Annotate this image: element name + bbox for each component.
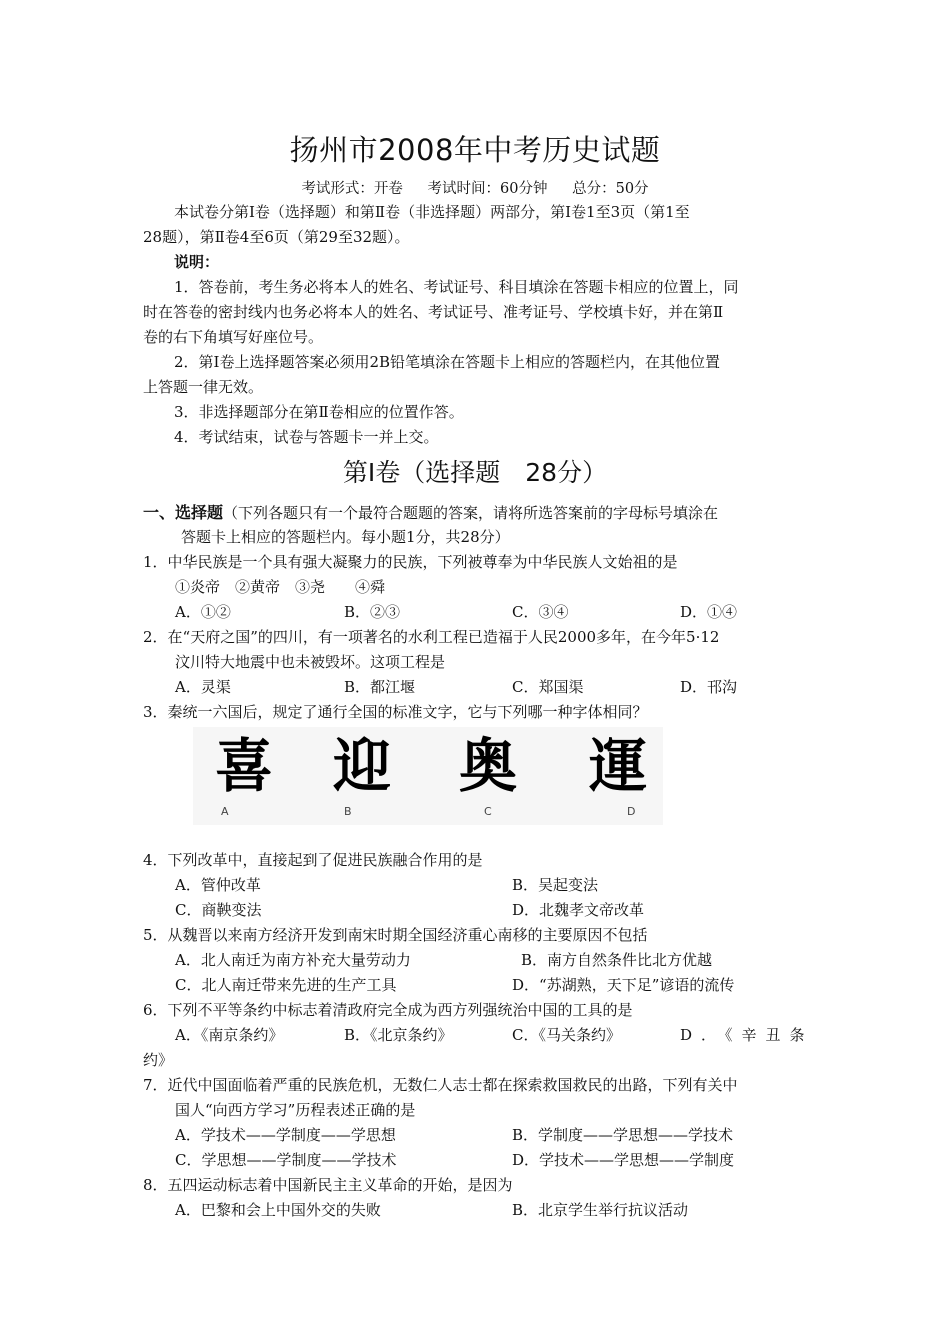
q5-option-d[interactable]: D．“苏湖熟，天下足”谚语的流传 <box>512 976 735 994</box>
q5-option-c[interactable]: C．北人南迁带来先进的生产工具 <box>175 976 397 994</box>
q4-option-d[interactable]: D．北魏孝文帝改革 <box>512 901 645 919</box>
intro-line-2: 28题），第Ⅱ卷4至6页（第29至32题）。 <box>143 228 410 246</box>
glyph-label-a: A <box>221 805 229 818</box>
part-desc-2: 答题卡上相应的答题栏内。每小题1分，共28分） <box>181 528 510 546</box>
q6-option-b[interactable]: B．《北京条约》 <box>344 1026 453 1044</box>
q7-option-a[interactable]: A．学技术——学制度——学思想 <box>175 1126 396 1144</box>
q4-option-a[interactable]: A．管仲改革 <box>175 876 261 894</box>
q1-option-a[interactable]: A．①② <box>175 603 231 621</box>
glyph-label-b: B <box>344 805 352 818</box>
q4-option-c[interactable]: C．商鞅变法 <box>175 901 262 919</box>
glyph-b: 迎 <box>333 732 392 800</box>
meta-time: 考试时间：60分钟 <box>427 181 548 197</box>
section-title: 第Ⅰ卷（选择题 28分） <box>342 458 608 487</box>
note-1b: 时在答卷的密封线内也务必将本人的姓名、考试证号、准考证号、学校填卡好，并在第Ⅱ <box>143 303 724 321</box>
q6-option-c[interactable]: C．《马关条约》 <box>512 1026 621 1044</box>
q1-stem: 1．中华民族是一个具有强大凝聚力的民族，下列被尊奉为中华民族人文始祖的是 <box>143 553 678 571</box>
note-1c: 卷的右下角填写好座位号。 <box>143 328 324 346</box>
q6-option-a[interactable]: A．《南京条约》 <box>175 1026 284 1044</box>
q5-option-a[interactable]: A．北人南迁为南方补充大量劳动力 <box>175 951 411 969</box>
note-2a: 2．第Ⅰ卷上选择题答案必须用2B铅笔填涂在答题卡上相应的答题栏内，在其他位置 <box>174 353 721 371</box>
q6-option-d-continued: 约》 <box>143 1051 174 1069</box>
q8-option-b[interactable]: B．北京学生举行抗议活动 <box>512 1201 689 1219</box>
q2-option-d[interactable]: D．邗沟 <box>680 678 738 696</box>
q1-option-b[interactable]: B．②③ <box>344 603 401 621</box>
q2-option-c[interactable]: C．郑国渠 <box>512 678 584 696</box>
q4-stem: 4．下列改革中，直接起到了促进民族融合作用的是 <box>143 851 483 869</box>
intro-line-1: 本试卷分第Ⅰ卷（选择题）和第Ⅱ卷（非选择题）两部分，第Ⅰ卷1至3页（第1至 <box>174 203 690 221</box>
q7-stem-2: 国人“向西方学习”历程表述正确的是 <box>175 1101 416 1119</box>
q7-option-d[interactable]: D．学技术——学思想——学制度 <box>512 1151 735 1169</box>
script-styles-figure <box>193 727 663 825</box>
glyph-label-d: D <box>627 805 636 818</box>
glyph-label-c: C <box>484 805 492 818</box>
q1-items: ①炎帝 ②黄帝 ③尧 ④舜 <box>175 578 386 596</box>
exam-meta <box>0 177 950 198</box>
q6-stem: 6．下列不平等条约中标志着清政府完全成为西方列强统治中国的工具的是 <box>143 1001 633 1019</box>
q2-option-b[interactable]: B．都江堰 <box>344 678 416 696</box>
q7-option-b[interactable]: B．学制度——学思想——学技术 <box>512 1126 734 1144</box>
q3-stem: 3．秦统一六国后，规定了通行全国的标准文字，它与下列哪一种字体相同？ <box>143 703 648 721</box>
q2-stem-1: 2．在“天府之国”的四川，有一项著名的水利工程已造福于人民2000多年，在今年5·12 <box>143 628 720 646</box>
part-desc-1: （下列各题只有一个最符合题题的答案，请将所选答案前的字母标号填涂在 <box>223 504 719 522</box>
q4-option-b[interactable]: B．吴起变法 <box>512 876 599 894</box>
glyph-d: 運 <box>589 732 648 800</box>
meta-score: 总分：50分 <box>572 181 649 197</box>
part-heading <box>143 500 718 526</box>
q7-stem-1: 7．近代中国面临着严重的民族危机，无数仁人志士都在探索救国救民的出路，下列有关中 <box>143 1076 738 1094</box>
q1-option-d[interactable]: D．①④ <box>680 603 738 621</box>
glyph-a: 喜 <box>215 732 274 800</box>
q7-option-c[interactable]: C．学思想——学制度——学技术 <box>175 1151 397 1169</box>
q6-option-d[interactable]: D．《辛丑条 <box>680 1026 814 1044</box>
q2-stem-2: 汶川特大地震中也未被毁坏。这项工程是 <box>175 653 446 671</box>
note-3: 3．非选择题部分在第Ⅱ卷相应的位置作答。 <box>174 403 464 421</box>
note-1a: 1．答卷前，考生务必将本人的姓名、考试证号、科目填涂在答题卡相应的位置上，同 <box>174 278 739 296</box>
note-2b: 上答题一律无效。 <box>143 378 264 396</box>
q5-option-b[interactable]: B．南方自然条件比北方优越 <box>521 951 713 969</box>
q8-option-a[interactable]: A．巴黎和会上中国外交的失败 <box>175 1201 381 1219</box>
note-4: 4．考试结束，试卷与答题卡一并上交。 <box>174 428 439 446</box>
notes-label: 说明： <box>174 253 220 271</box>
q1-option-c[interactable]: C．③④ <box>512 603 569 621</box>
part-label: 一、选择题 <box>143 503 224 522</box>
q5-stem: 5．从魏晋以来南方经济开发到南宋时期全国经济重心南移的主要原因不包括 <box>143 926 648 944</box>
q2-option-a[interactable]: A．灵渠 <box>175 678 231 696</box>
meta-form: 考试形式：开卷 <box>301 181 403 197</box>
page-title: 扬州市2008年中考历史试题 <box>289 133 661 167</box>
q8-stem: 8．五四运动标志着中国新民主主义革命的开始，是因为 <box>143 1176 513 1194</box>
glyph-c: 奥 <box>459 732 518 800</box>
